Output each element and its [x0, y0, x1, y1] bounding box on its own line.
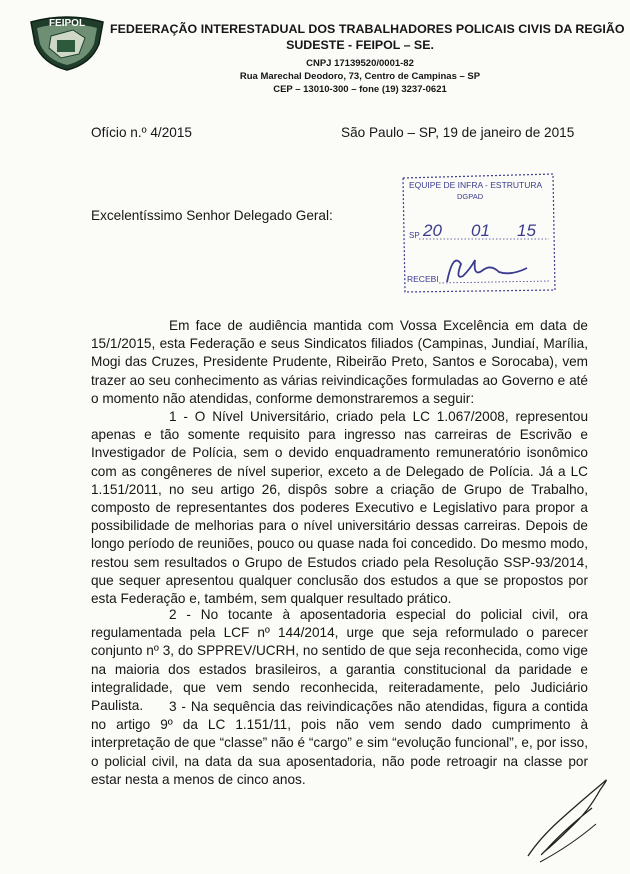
org-name-line2: SUDESTE - FEIPOL – SE.	[286, 38, 434, 52]
paragraph-item-3: 3 - Na sequência das reivindicações não atendidas, figura a contida no artigo 9º da LC 1.151/11, pois não vem sendo dado cumprimento à interpretação de que “classe” não é “cargo” e sim “evolução funcional”, e, por isso, o policial civil, na data da sua aposentadoria, não pode retroagir na classe por estar nesta a menos de cinco anos.	[91, 699, 588, 787]
svg-text:15: 15	[517, 221, 536, 240]
svg-text:EQUIPE DE INFRA - ESTRUTURA: EQUIPE DE INFRA - ESTRUTURA	[409, 180, 543, 190]
place-date: São Paulo – SP, 19 de janeiro de 2015	[341, 125, 575, 140]
paragraph-item-2: 2 - No tocante à aposentadoria especial do policial civil, ora regulamentada pela LCF nº 144/2014, urge que seja reformulado o parecer conjunto nº 3, do SPPREV/UCRH, no sentido de que seja reconhecida, como vige na maioria dos estados brasileiros, a garantia constitucional da paridade e integralidade, que vem sendo reconhecida, reiteradamente, pelo Judiciário Paulista.	[91, 607, 588, 714]
paragraph-intro: Em face de audiência mantida com Vossa Excelência em data de 15/1/2015, esta Federação e seus Sindicatos filiados (Campinas, Jundiaí, Marília, Mogi das Cruzes, Presidente Prudente, Ribeirão Preto, Santos e Sorocaba), vem trazer ao seu conhecimento as várias reivindicações formuladas ao Governo e até o momento não atendidas, conforme demonstraremos a seguir:	[91, 318, 588, 406]
greeting: Excelentíssimo Senhor Delegado Geral:	[91, 208, 333, 223]
org-cep-phone: CEP – 13010-300 – fone (19) 3237-0621	[273, 84, 447, 95]
org-address: Rua Marechal Deodoro, 73, Centro de Campinas – SP	[239, 71, 481, 82]
svg-text:RECEBI: RECEBI	[407, 274, 439, 284]
svg-text:20: 20	[423, 221, 442, 240]
svg-text:FEIPOL: FEIPOL	[48, 18, 86, 29]
org-name-line1: FEDEERAÇÃO INTERESTADUAL DOS TRABALHADORES POLICAIS CIVIS DA REGIÃO	[110, 22, 625, 36]
svg-text:01: 01	[471, 221, 490, 240]
paragraph-item-1: 1 - O Nível Universitário, criado pela LC 1.067/2008, representou apenas e tão somente requisito para ingresso nas carreiras de Escrivão e Investigador de Polícia, sem o devido enquadramento remuneratório isonômico com as congêneres de nível superior, exceto a de Delegado de Polícia. Já a LC 1.151/2011, no seu artigo 26, dispôs sobre a criação de Grupo de Trabalho, composto de representantes dos poderes Executivo e Legislativo para propor a possibilidade de melhorias para o nível universitário dessas carreiras. Depois de longo período de reuniões, pouco ou quase nada foi concedido. Do mesmo modo, restou sem resultados o Grupo de Estudos criado pela Resolução SSP-93/2014, que sequer apresentou qualquer conclusão dos estudos a que se propostos por esta Federação e, também, sem qualquer resultado prático.	[91, 409, 588, 607]
svg-text:SP: SP	[409, 231, 420, 240]
svg-text:DGPAD: DGPAD	[457, 192, 484, 201]
signature	[500, 768, 630, 868]
oficio-number: Ofício n.º 4/2015	[91, 125, 192, 140]
org-cnpj: CNPJ 17139520/0001-82	[306, 58, 414, 69]
receipt-stamp	[399, 172, 557, 294]
feipol-logo	[27, 14, 107, 72]
